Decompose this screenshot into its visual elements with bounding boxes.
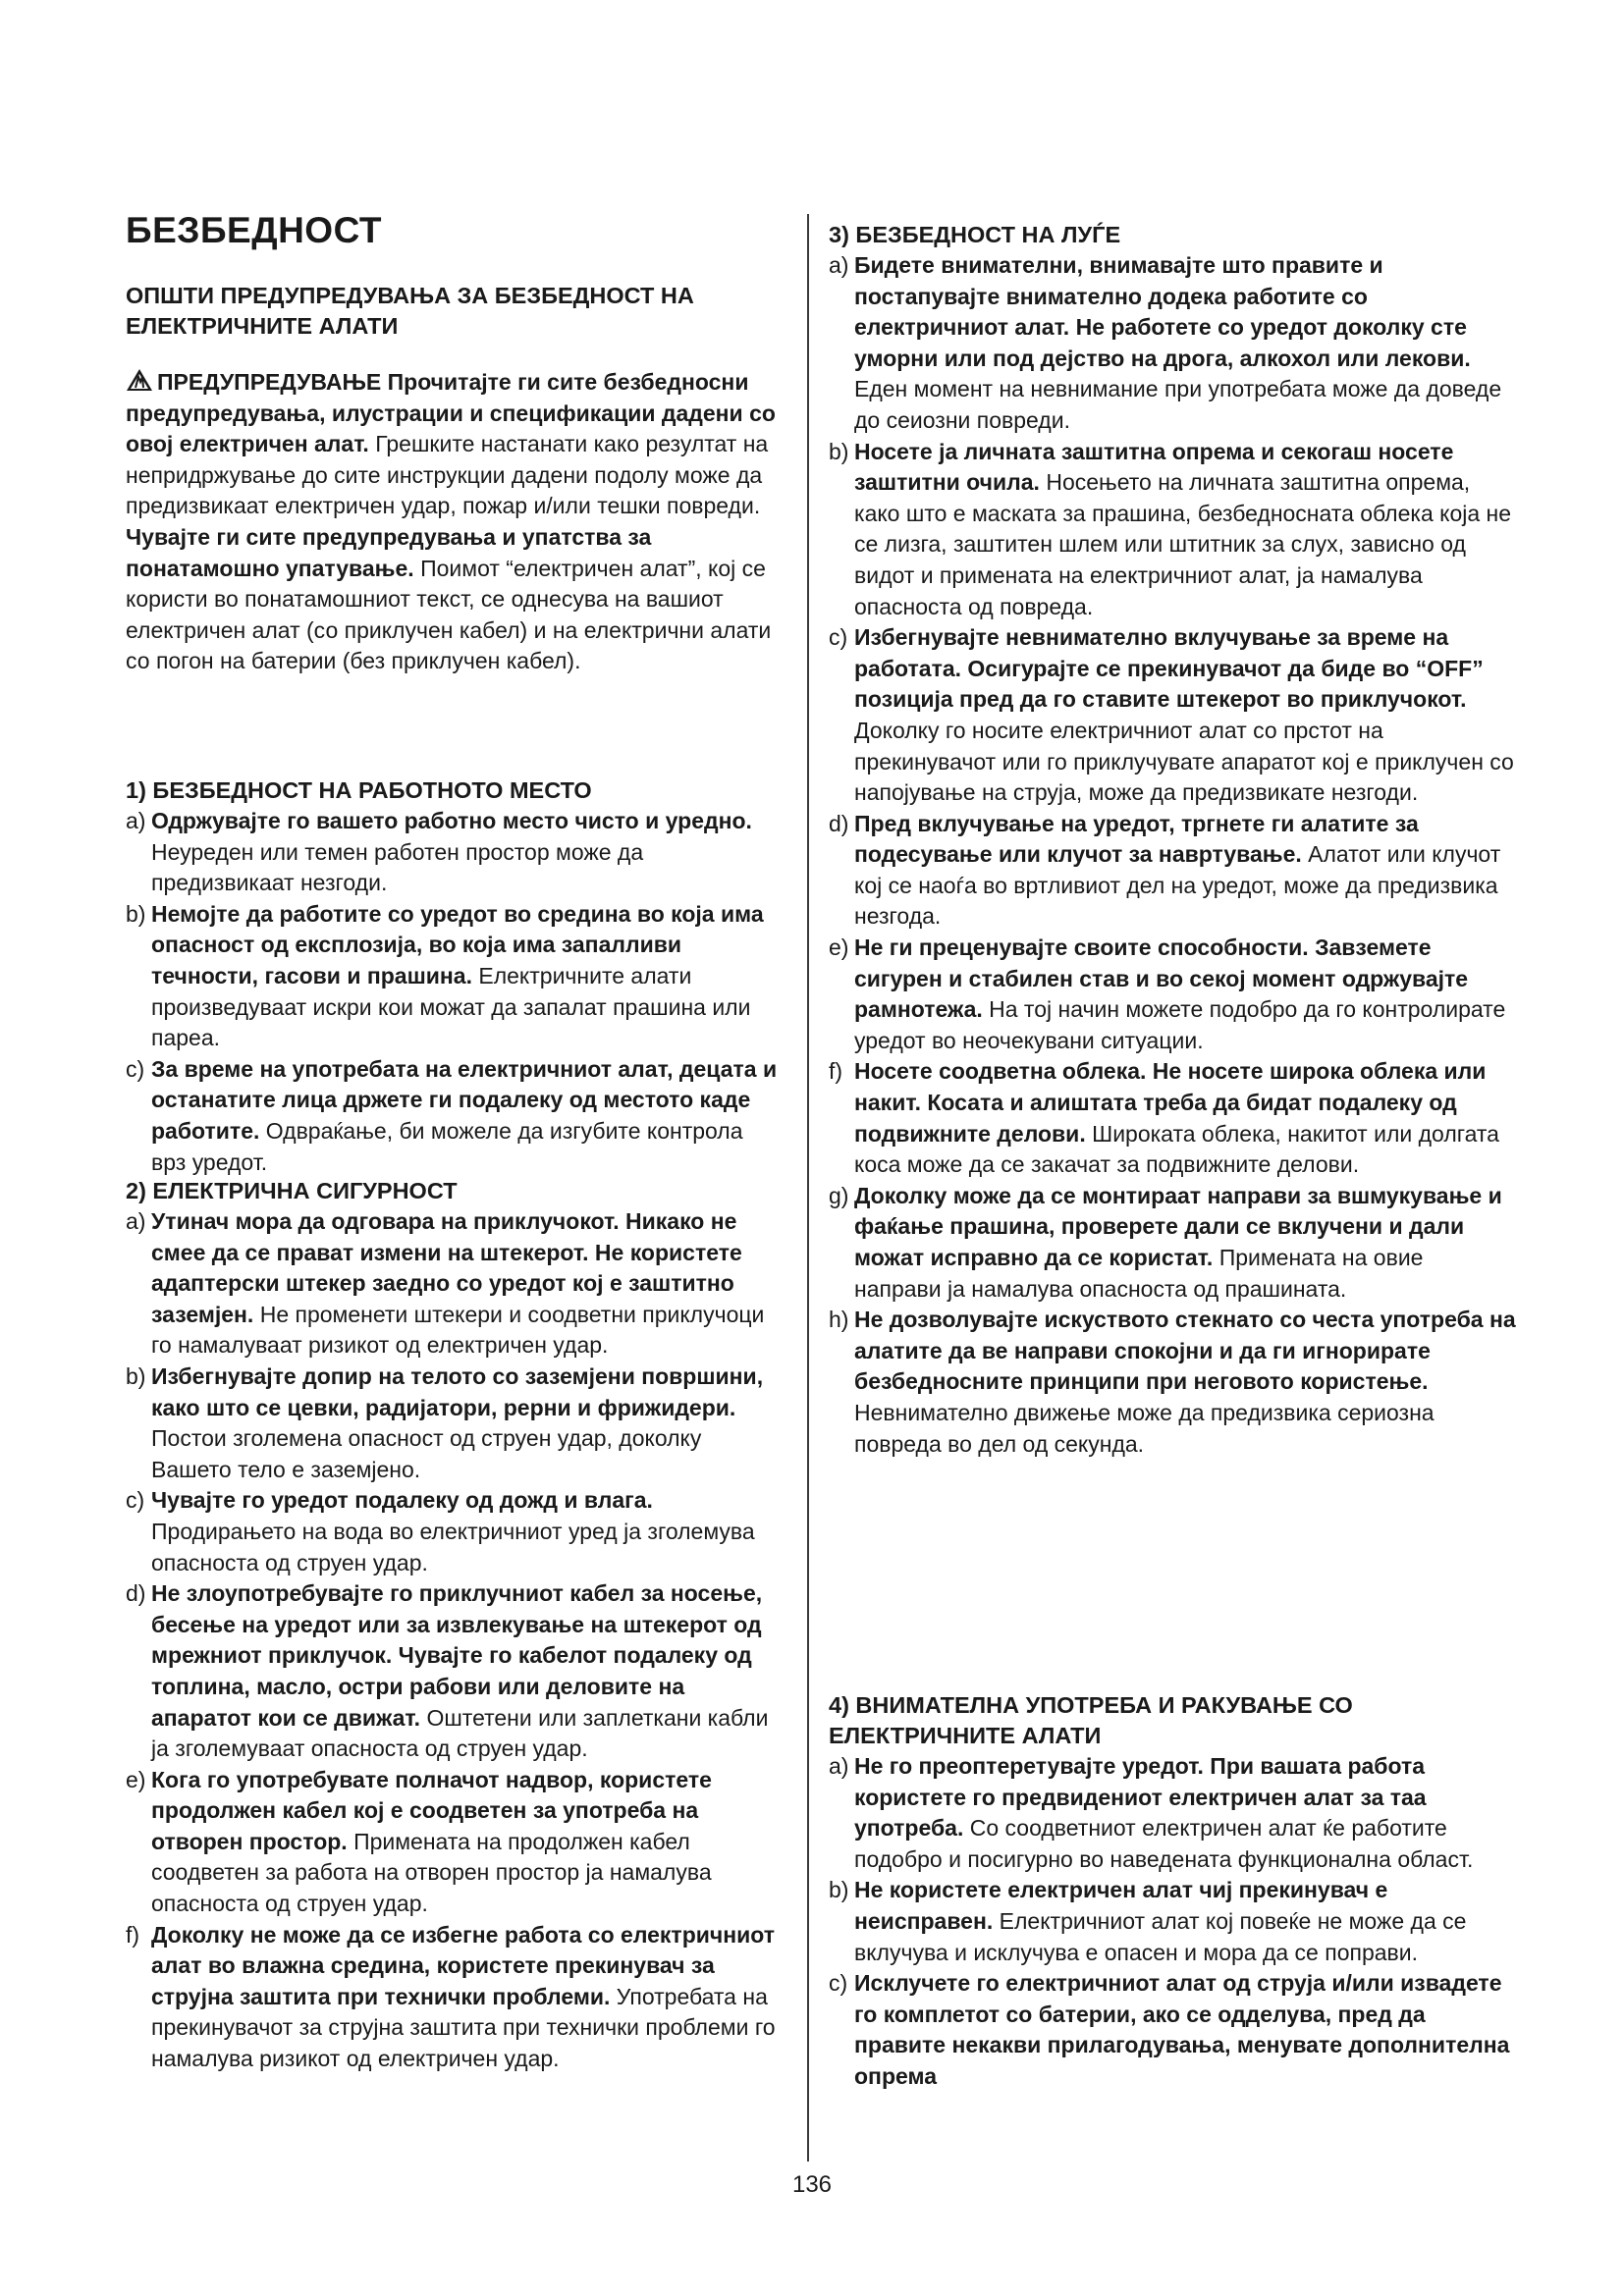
- page-title: БЕЗБЕДНОСТ: [126, 210, 382, 250]
- column-divider: [807, 214, 809, 2162]
- list-item: d) Пред вклучување на уредот, тргнете ги алатите за подесување или клучот за навртување. Алатот или клучот кој се наоѓа во вртливиот дел на уредот, може да предизвика незгода.: [829, 810, 1501, 930]
- warning-paragraph: [126, 367, 782, 677]
- warning-bold-2: Чувајте ги сите предупредувања и упатства за понатамошно упатување.: [126, 523, 652, 581]
- list-item: c) За време на употребата на електричниот алат, децата и останатите лица држете ги подалеку од местото каде работите. Одвраќање, би можеле да изгубите контрола врз уредот.: [126, 1055, 778, 1175]
- list-item: b) Избегнувајте допир на телото со заземјени површини, како што се цевки, радијатори, рерни и фрижидери. Постои зголемена опасност од струен удар, доколку Вашето тело е заземјено.: [126, 1362, 764, 1482]
- list-item: g) Доколку може да се монтираат направи за вшмукување и фаќање прашина, проверете дали се вклучени и дали можат исправно да се користат. Примената на овие направи ја намалува опасноста од прашината.: [829, 1182, 1502, 1302]
- list-item: d) Не злоупотребувајте го приклучниот кабел за носење, бесење на уредот или за извлекување на штекерот од мрежниот приклучок. Чувајте го кабелот подалеку од топлина, масло, остри рабови или деловите на апаратот кои се движат. Оштетени или заплеткани кабли ја зголемуваат опасноста од струен удар.: [126, 1580, 769, 1762]
- list-item: h) Не дозволувајте искуството стекнато со честа употреба на алатите да ве направи спокојни и да ги игнорирате безбедносните принципи при неговото користење. Невнимателно движење може да предизвика сериозна повреда во дел од секунда.: [829, 1307, 1516, 1457]
- list-item: a) Не го преоптеретувајте уредот. При вашата работа користете го предвидениот електричен алат за таа употреба. Со соодветниот електричен алат ќе работите подобро и посигурно во наведената функционална област.: [829, 1753, 1474, 1872]
- warning-label: ПРЕДУПРЕДУВАЊЕ: [157, 369, 382, 395]
- section-heading: 4) ВНИМАТЕЛНА УПОТРЕБА И РАКУВАЊЕ СО ЕЛЕКТРИЧНИТЕ АЛАТИ: [829, 1692, 1353, 1748]
- section-3: [829, 220, 1516, 1460]
- list-item: e) Не ги преценувајте своите способности. Завземете сигурен и стабилен став и во секој момент одржувајте рамнотежа. На тој начин можете подобро да го контролирате уредот во неочекувани ситуации.: [829, 934, 1506, 1053]
- list-item: c) Чувајте го уредот подалеку од дожд и влага. Продирањето на вода во електричниот уред ја зголемува опасноста од струен удар.: [126, 1487, 755, 1575]
- list-item: c) Исклучете го електричниот алат од струја и/или извадете го комплетот со батерии, ако се одделува, пред да правите некакви прилагодувања, менувате дополнителна опрема: [829, 1970, 1510, 2089]
- section-4: [829, 1690, 1516, 2093]
- page-subtitle: ОПШТИ ПРЕДУПРЕДУВАЊА ЗА БЕЗБЕДНОСТ НА ЕЛЕКТРИЧНИТЕ АЛАТИ: [126, 283, 694, 339]
- warning-text-1: Грешките настанати како резултат на непридржување до сите инструкции дадени подолу може да предизвикаат електричен удар, пожар и/или тешки повреди.: [126, 431, 769, 519]
- list-item: b) Носете ја личната заштитна опрема и секогаш носете заштитни очила. Носењето на личната заштитна опрема, како што е маската за прашина, безбедносната облека која не се лизга, заштитен шлем или штитник за слух, зависно од видот и примената на електричниот алат, ја намалува опасноста од повреда.: [829, 438, 1512, 619]
- list-item: e) Кога го употребувате полначот надвор, користете продолжен кабел кој е соодветен за употреба на отворен простор. Примената на продолжен кабел соодветен за работа на отворен простор ја намалува опасноста од струен удар.: [126, 1766, 712, 1917]
- list-item: b) Немојте да работите со уредот во средина во која има опасност од експлозија, во која има запалливи течности, гасови и прашина. Електричните алати произведуваат искри кои можат да запалат прашина или пареа.: [126, 900, 764, 1051]
- list-item: c) Избегнувајте невнимателно вклучување за време на работата. Осигурајте се прекинувачот да биде во “OFF” позиција пред да го ставите штекерот во приклучокот. Доколку го носите електричниот алат со прстот на прекинувачот или го приклучувате апаратот кој е приклучен со напојување на струја, може да предизвикате незгоди.: [829, 624, 1514, 806]
- list-item: a) Бидете внимателни, внимавајте што правите и постапувајте внимателно додека работите со електричниот алат. Не работете со уредот доколку сте уморни или под дејство на дрога, алкохол или лекови. Еден момент на невнимание при употребата може да доведе до сеиозни повреди.: [829, 252, 1502, 433]
- warning-text-2: Поимот “електричен алат”, кој се користи во понатамошниот текст, се однесува на вашиот електричен алат (со приклучен кабел) и на електрични алати со погон на батерии (без приклучен кабел).: [126, 555, 772, 674]
- list-item: f) Носете соодветна облека. Не носете широка облека или накит. Косата и алиштата треба да бидат подалеку од подвижните делови. Широката облека, накитот или долгата коса може да се закачат за подвижните делови.: [829, 1058, 1499, 1178]
- section-2: [126, 1176, 782, 2075]
- list-item: a) Одржувајте го вашето работно место чисто и уредно. Неуреден или темен работен простор може да предизвикаат незгоди.: [126, 808, 752, 896]
- section-heading: 2) ЕЛЕКТРИЧНА СИГУРНОСТ: [126, 1178, 458, 1203]
- section-1: [126, 775, 782, 1178]
- warning-triangle-icon: [126, 368, 153, 392]
- warning-bold-1: Прочитајте ги сите безбедносни предупредувања, илустрации и спецификации дадени со овој електричен алат.: [126, 369, 776, 457]
- list-item: a) Утинач мора да одговара на приклучокот. Никако не смее да се прават измени на штекерот. Не користете адаптерски штекер заедно со уредот кој е заштитно заземјен. Не променети штекери и соодветни приклучоци го намалуваат ризикот од електричен удар.: [126, 1208, 765, 1359]
- section-heading: 3) БЕЗБЕДНОСТ НА ЛУЃЕ: [829, 222, 1121, 247]
- section-heading: 1) БЕЗБЕДНОСТ НА РАБОТНОТО МЕСТО: [126, 777, 592, 803]
- list-item: b) Не користете електричен алат чиј прекинувач е неисправен. Електричниот алат кој повеќе не може да се вклучува и исклучува е опасен и мора да се поправи.: [829, 1877, 1467, 1965]
- page-number: 136: [791, 2171, 833, 2198]
- list-item: f) Доколку не може да се избегне работа со електричниот алат во влажна средина, користете прекинувач за струјна заштита при технички проблеми. Употребата на прекинувачот за струјна заштита при технички проблеми го намалува ризикот од електричен удар.: [126, 1921, 776, 2072]
